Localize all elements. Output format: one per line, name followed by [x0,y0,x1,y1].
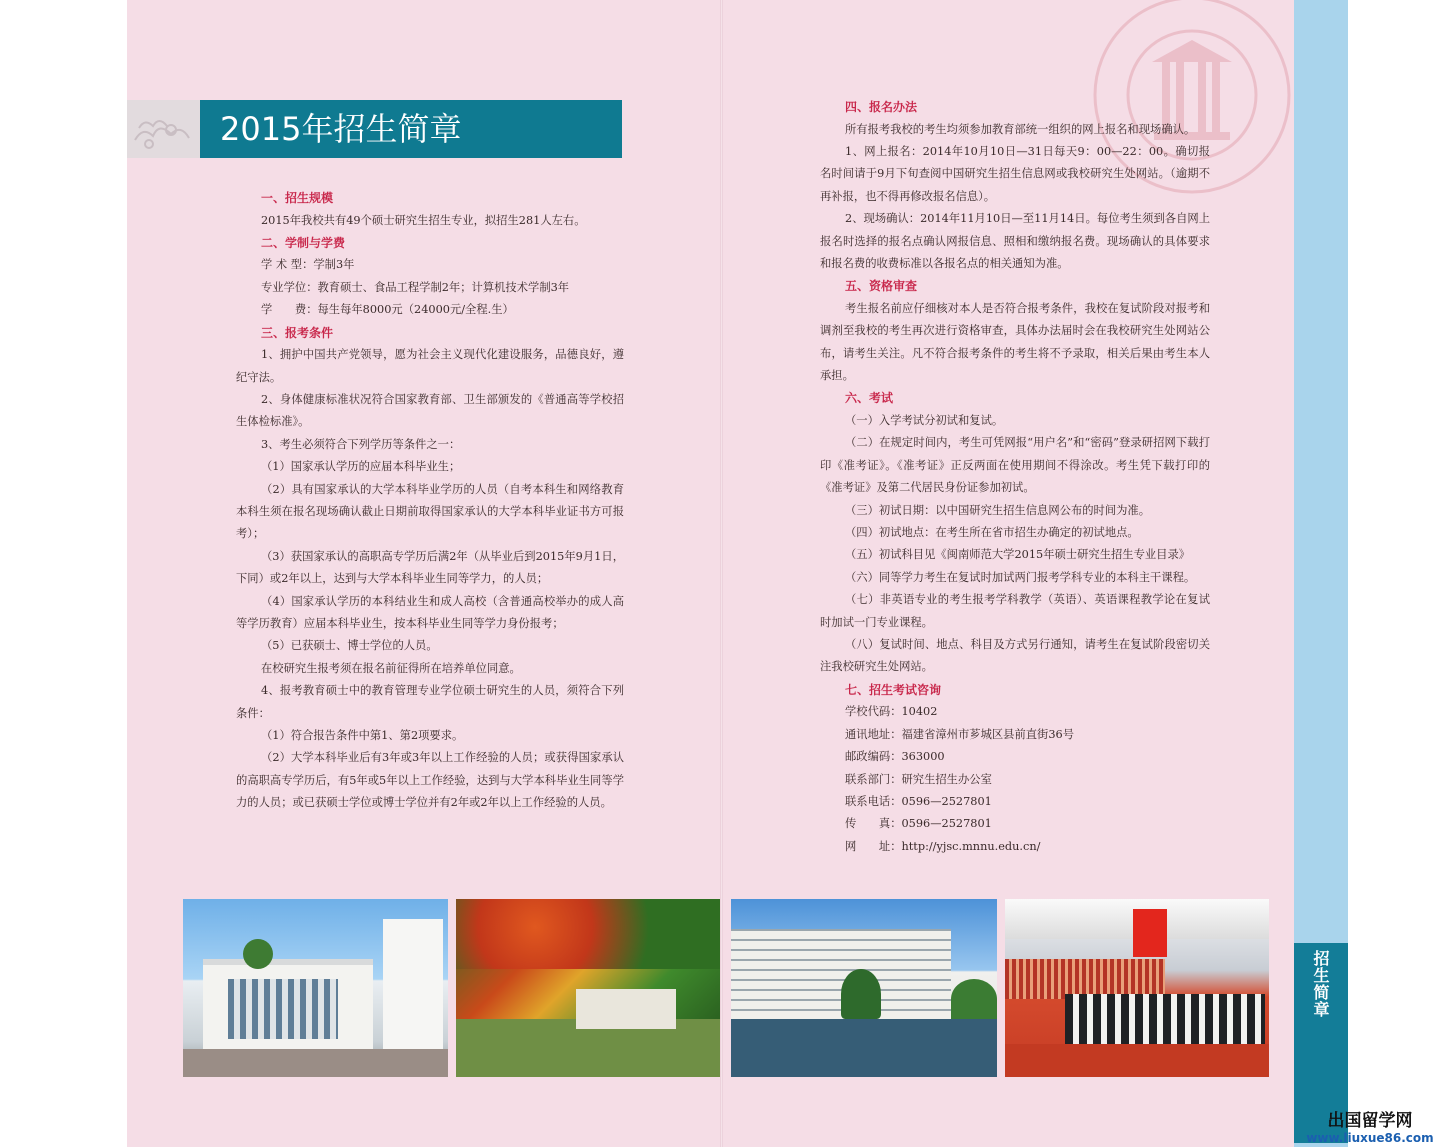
info-line: 学校代码：10402 [845,705,938,719]
info-line: 传 真：0596—2527801 [845,817,992,831]
paragraph: （2）大学本科毕业后有3年或3年以上工作经验的人员；或获得国家承认的高职高专学历后，有5年或5年以上工作经验，达到与大学本科毕业生同等学力的人员；或已获硕士学位或博士学位并有2年或2年以上工作经验的人员。 [236,751,624,810]
paragraph: 1、网上报名：2014年10月10日—31日每天9：00—22：00。确切报名时间请于9月下旬查阅中国研究生招生信息网或我校研究生处网站。（逾期不再补报，也不得再修改报名信息）。 [820,144,1210,203]
side-tab-label: 招生简章 [1311,950,1330,1018]
watermark [1300,1112,1440,1145]
paragraph: （4）国家承认学历的本科结业生和成人高校（含普通高校举办的成人高等学历教育）应届本科毕业生，按本科毕业生同等学力身份报考； [236,594,624,630]
paragraph: （七）非英语专业的考生报考学科教学（英语）、英语课程教学论在复试时加试一门专业课程。 [820,593,1210,629]
section-heading: 三、报考条件 [261,325,334,340]
paragraph: 所有报考我校的考生均须参加教育部统一组织的网上报名和现场确认。 [845,122,1196,136]
photo-campus-lake [731,899,997,1077]
paragraph: （1）符合报告条件中第1、第2项要求。 [261,729,464,743]
info-line: 通讯地址：福建省漳州市芗城区县前直街36号 [845,727,1075,741]
info-line: 学 术 型：学制3年 [261,258,355,272]
paragraph: 3、考生必须符合下列学历等条件之一： [261,437,461,451]
paragraph: （六）同等学力考生在复试时加试两门报考学科专业的本科主干课程。 [845,570,1196,584]
info-line: 联系部门：研究生招生办公室 [845,772,992,786]
paragraph: 2、现场确认：2014年11月10日—至11月14日。每位考生须到各自网上报名时选择的报名点确认网报信息、照相和缴纳报名费。现场确认的具体要求和报名费的收费标准以各报名点的相关通知为准。 [820,212,1210,270]
paragraph: （1）国家承认学历的应届本科毕业生； [261,460,461,474]
photo-campus-building [183,899,448,1077]
paragraph: （二）在规定时间内，考生可凭网报“用户名”和“密码”登录研招网下载打印《准考证》。《准考证》正反两面在使用期间不得涂改。考生凭下载打印的《准考证》及第二代居民身份证参加初试。 [820,436,1210,495]
info-line: 邮政编码：363000 [845,750,945,764]
info-line: 联系电话：0596—2527801 [845,794,992,808]
right-text-column [820,96,1210,858]
paragraph: （四）初试地点：在考生所在省市招生办确定的初试地点。 [845,526,1139,539]
section-heading: 六、考试 [845,391,894,406]
section-heading: 七、招生考试咨询 [845,682,942,697]
section-heading: 五、资格审查 [845,279,918,294]
photo-campus-trees [456,899,720,1077]
watermark-url: www.liuxue86.com [1306,1131,1434,1145]
title-banner [200,100,622,158]
paragraph: （八）复试时间、地点、科目及方式另行通知，请考生在复试阶段密切关注我校研究生处网站。 [820,638,1210,674]
paragraph: 考生报名前应仔细核对本人是否符合报考条件，我校在复试阶段对报考和调剂至我校的考生再次进行资格审查，具体办法届时会在我校研究生处网站公布，请考生关注。凡不符合报考条件的考生将不予录取，相关后果由考生本人承担。 [820,301,1210,383]
paragraph: （三）初试日期：以中国研究生招生信息网公布的时间为准。 [845,503,1151,517]
paragraph: 4、报考教育硕士中的教育管理专业学位硕士研究生的人员，须符合下列条件： [236,684,624,720]
paragraph: 2015年我校共有49个硕士研究生招生专业，拟招生281人左右。 [261,213,586,227]
paragraph: 2、身体健康标准状况符合国家教育部、卫生部颁发的《普通高等学校招生体检标准》。 [236,392,624,429]
page-spine [720,0,723,1147]
photo-sports-parade [1005,899,1269,1077]
section-heading: 四、报名办法 [845,100,918,114]
cloud-ornament [127,100,201,158]
paragraph: （五）初试科目见《闽南师范大学2015年硕士研究生招生专业目录》 [845,548,1191,562]
paragraph: （3）获国家承认的高职高专学历后满2年（从毕业后到2015年9月1日，下同）或2年以上，达到与大学本科毕业生同等学力，的人员； [236,549,624,586]
left-text-column [236,187,624,815]
paragraph: （一）入学考试分初试和复试。 [845,413,1004,427]
section-heading: 一、招生规模 [261,191,334,205]
watermark-site: 出国留学网 [1327,1111,1413,1131]
info-line: 学 费：每生每年8000元（24000元/全程.生） [261,303,514,317]
page-title: 2015年招生简章 [220,110,462,148]
cloud-pattern-icon [127,100,201,158]
section-heading: 二、学制与学费 [261,235,346,250]
paragraph: 1、拥护中国共产党领导，愿为社会主义现代化建设服务，品德良好，遵纪守法。 [236,348,624,384]
paragraph: （5）已获硕士、博士学位的人员。 [261,639,438,653]
paragraph: （2）具有国家承认的大学本科毕业学历的人员（自考本科生和网络教育本科生须在报名现场确认截止日期前取得国家承认的大学本科毕业证书方可报考）； [236,482,624,541]
info-line: 网 址：http://yjsc.mnnu.edu.cn/ [845,839,1041,853]
info-line: 专业学位：教育硕士、食品工程学制2年；计算机技术学制3年 [261,280,570,294]
paragraph: 在校研究生报考须在报名前征得所在培养单位同意。 [261,661,521,675]
